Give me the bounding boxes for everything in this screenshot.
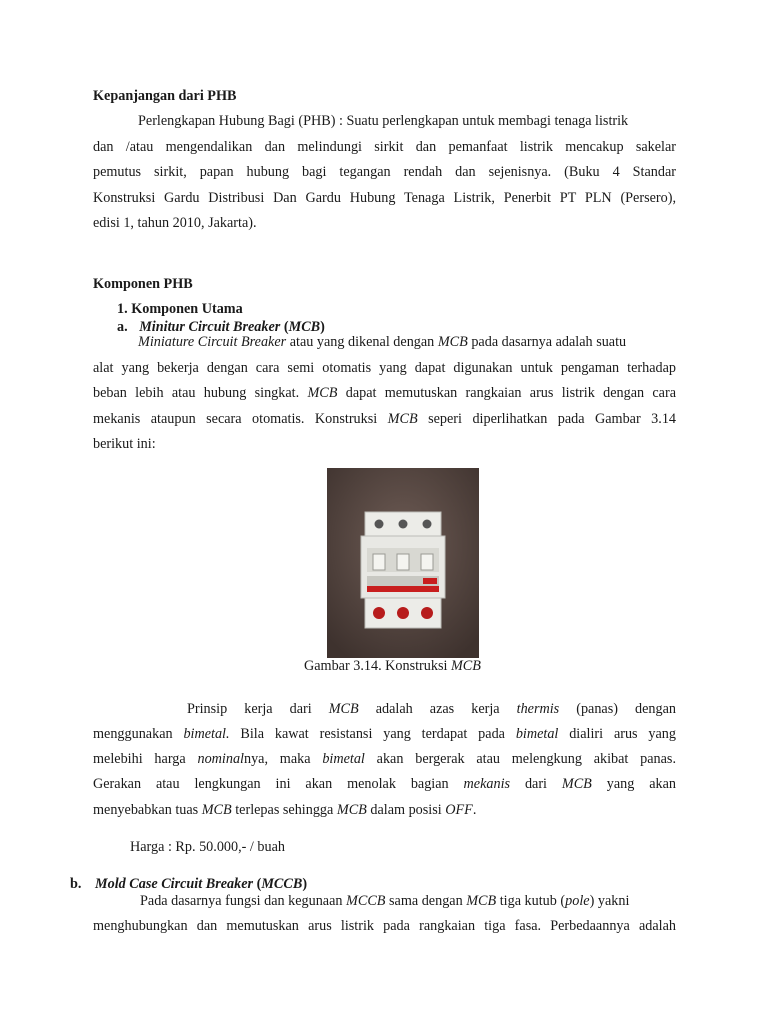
- mcb-abbr: MCB: [288, 319, 321, 335]
- para2-line1: Miniature Circuit Breaker atau yang dikenal dengan MCB pada dasarnya adalah suatu: [138, 334, 627, 350]
- mccb-title: Mold Case Circuit Breaker: [94, 876, 254, 892]
- para4-line1: Pada dasarnya fungsi dan kegunaan MCCB sama dengan MCB tiga kutub (pole) yakni: [140, 893, 630, 909]
- para3-line1: Prinsip kerja dari MCB adalah azas kerja thermis (panas) dengan: [187, 701, 676, 717]
- para1-line2: dan /atau mengendalikan dan melindungi sirkit dan pemanfaat listrik mencakup sakelar: [93, 139, 676, 155]
- para2-line3: beban lebih atau hubung singkat. MCB dapat memutuskan rangkaian arus listrik dengan cara: [93, 385, 676, 401]
- heading-komponen: Komponen PHB: [93, 276, 193, 292]
- figure-caption: Gambar 3.14. Konstruksi MCB: [304, 658, 481, 674]
- para1-line3: pemutus sirkit, papan hubung bagi tegangan rendah dan sejenisnya. (Buku 4 Standar: [93, 164, 676, 180]
- subheading-b: b. Mold Case Circuit Breaker (MCCB): [70, 876, 308, 892]
- list-marker-a: a.: [117, 319, 128, 335]
- subheading-komponen-utama: 1. Komponen Utama: [117, 301, 243, 317]
- price-text: Harga : Rp. 50.000,- / buah: [130, 839, 285, 855]
- para1-line5: edisi 1, tahun 2010, Jakarta).: [93, 215, 257, 231]
- para2-line5: berikut ini:: [93, 436, 156, 452]
- mcb-breaker-image: [327, 468, 479, 658]
- para3-line2: menggunakan bimetal. Bila kawat resistansi yang terdapat pada bimetal dialiri arus yang: [93, 726, 676, 742]
- para1-line1: Perlengkapan Hubung Bagi (PHB) : Suatu perlengkapan untuk membagi tenaga listrik: [138, 113, 629, 129]
- para2-line4: mekanis ataupun secara otomatis. Konstruksi MCB seperi diperlihatkan pada Gambar 3.14: [93, 411, 677, 427]
- para3-line5: menyebabkan tuas MCB terlepas sehingga MCB dalam posisi OFF.: [93, 802, 477, 818]
- mcb-photo: [327, 468, 479, 658]
- para4-line2: menghubungkan dan memutuskan arus listrik pada rangkaian tiga fasa. Perbedaannya adalah: [93, 918, 676, 934]
- para1-line4: Konstruksi Gardu Distribusi Dan Gardu Hubung Tenaga Listrik, Penerbit PT PLN (Persero),: [93, 190, 676, 206]
- list-marker-b: b.: [70, 876, 82, 892]
- mccb-abbr: MCCB: [261, 876, 303, 892]
- heading-kepanjangan: Kepanjangan dari PHB: [93, 88, 237, 104]
- para3-line3: melebihi harga nominalnya, maka bimetal akan bergerak atau melengkung akibat panas.: [93, 751, 676, 767]
- para3-line4: Gerakan atau lengkungan ini akan menolak bagian mekanis dari MCB yang akan: [93, 776, 676, 792]
- subheading-a: a. Minitur Circuit Breaker (MCB): [117, 319, 325, 335]
- para2-line2: alat yang bekerja dengan cara semi otomatis yang dapat digunakan untuk pengaman terhadap: [93, 360, 676, 376]
- mcb-title: Minitur Circuit Breaker: [139, 319, 281, 335]
